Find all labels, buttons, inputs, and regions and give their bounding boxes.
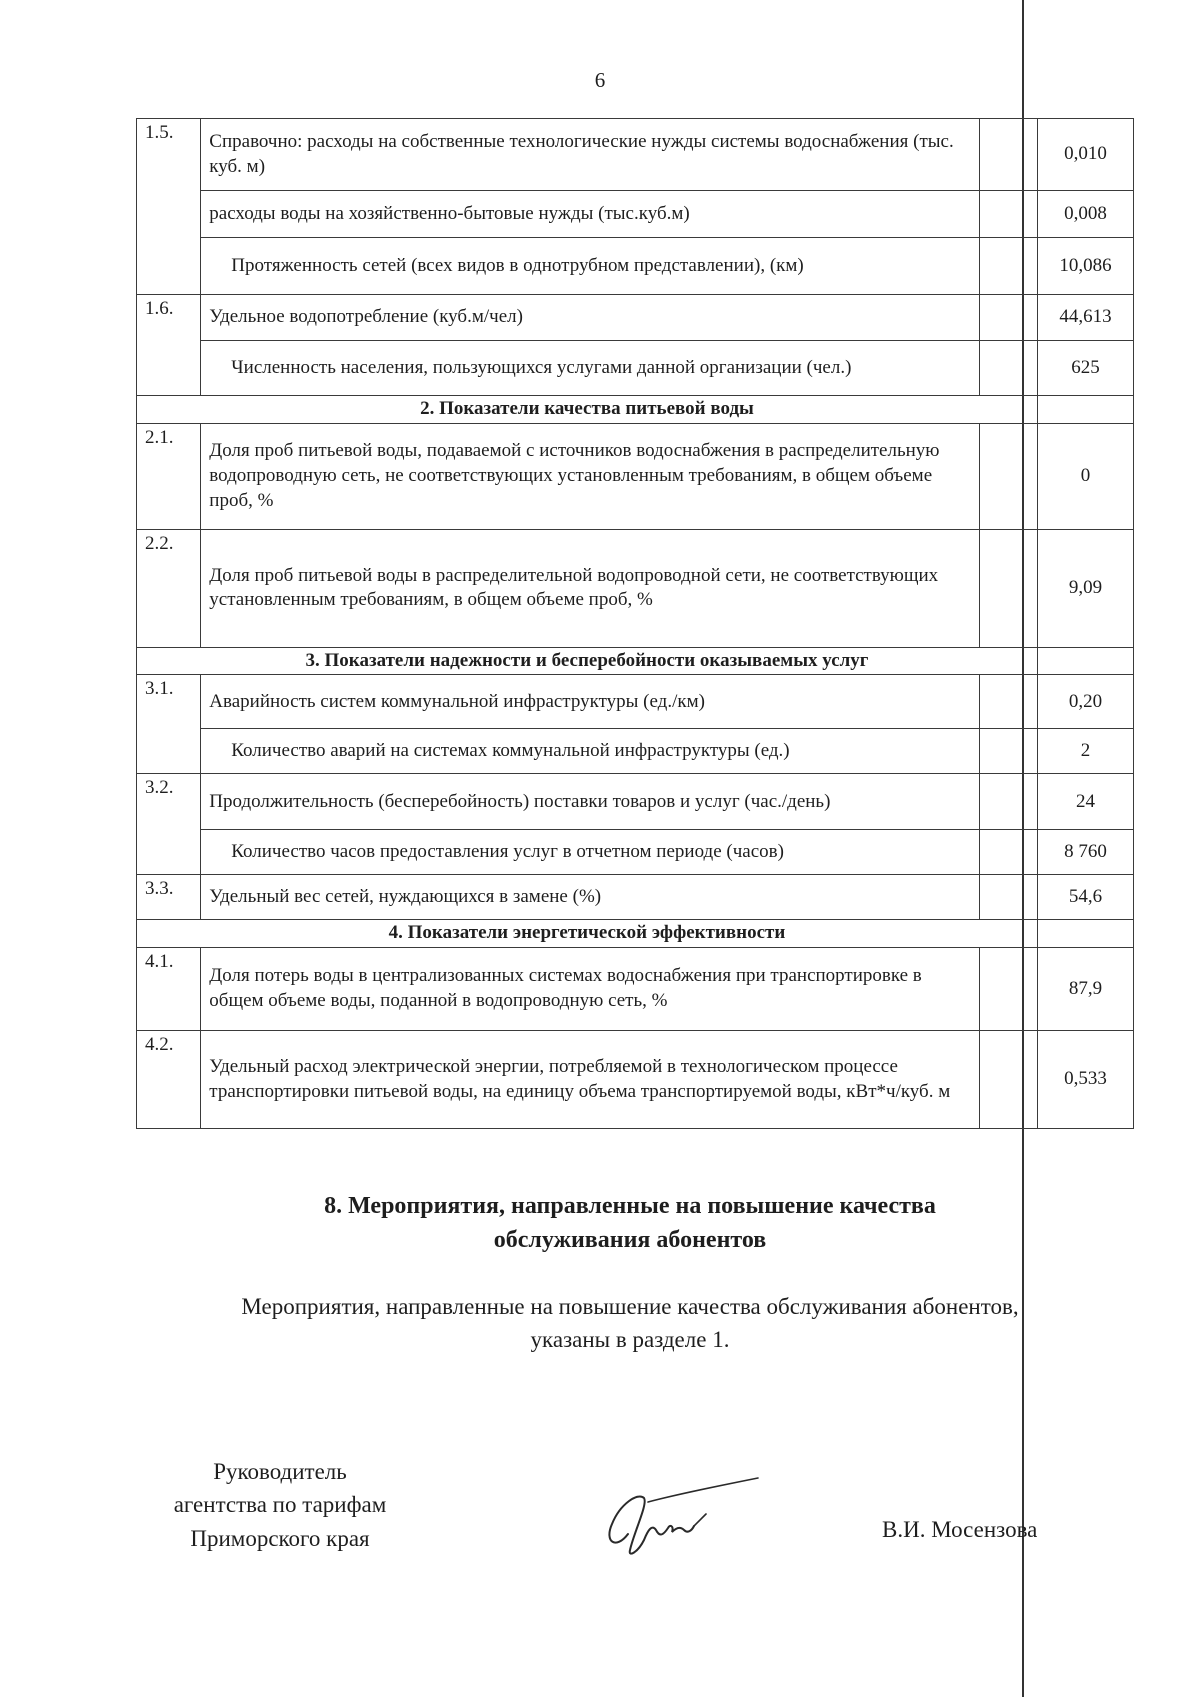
row-value: 44,613	[1037, 295, 1133, 341]
section-title: 2. Показатели качества питьевой воды	[137, 396, 1038, 424]
signer-name: В.И. Мосензова	[882, 1517, 1038, 1542]
row-value: 2	[1037, 729, 1133, 774]
row-description: Удельный расход электрической энергии, потребляемой в технологическом процессе транспортировки питьевой воды, на единицу объема транспортируемой воды, кВт*ч/куб. м	[201, 1031, 980, 1129]
table-row	[137, 875, 1134, 920]
table-row	[137, 1031, 1134, 1129]
section-8-heading	[140, 1190, 1120, 1257]
row-description: Доля проб питьевой воды, подаваемой с источников водоснабжения в распределительную водопроводную сеть, не соответствующих установленным требованиям, в общем объеме проб, %	[201, 423, 980, 529]
row-description: Удельное водопотребление (куб.м/чел)	[201, 295, 980, 341]
row-number: 4.2.	[137, 1031, 201, 1129]
table-row	[137, 948, 1134, 1031]
row-value: 10,086	[1037, 238, 1133, 295]
row-description: расходы воды на хозяйственно-бытовые нужды (тыс.куб.м)	[201, 191, 980, 238]
signer-title-line: Приморского края	[190, 1525, 370, 1551]
row-number: 3.2.	[137, 774, 201, 830]
paragraph-line: указаны в разделе 1.	[530, 1327, 730, 1353]
table-row	[137, 341, 1134, 396]
table-row	[137, 119, 1134, 191]
indicators-table	[136, 118, 1134, 1129]
row-value: 24	[1037, 774, 1133, 830]
row-description: Продолжительность (бесперебойность) поставки товаров и услуг (час./день)	[201, 774, 980, 830]
row-value: 0,20	[1037, 675, 1133, 729]
row-number: 4.1.	[137, 948, 201, 1031]
heading-line: 8. Мероприятия, направленные на повышение качества	[324, 1193, 936, 1219]
row-number: 3.1.	[137, 675, 201, 729]
section-header	[137, 920, 1134, 948]
table-row	[137, 295, 1134, 341]
table-row	[137, 830, 1134, 875]
row-description: Доля проб питьевой воды в распределительной водопроводной сети, не соответствующих установленным требованиям, в общем объеме проб, %	[201, 529, 980, 647]
section-8-paragraph	[130, 1290, 1130, 1357]
table-row	[137, 675, 1134, 729]
row-value: 0,008	[1037, 191, 1133, 238]
row-description: Доля потерь воды в централизованных системах водоснабжения при транспортировке в общем объеме воды, поданной в водопроводную сеть, %	[201, 948, 980, 1031]
row-description: Численность населения, пользующихся услугами данной организации (чел.)	[201, 341, 980, 396]
section-header	[137, 647, 1134, 675]
row-number: 2.2.	[137, 529, 201, 647]
row-value: 9,09	[1037, 529, 1133, 647]
row-value: 625	[1037, 341, 1133, 396]
row-description: Количество часов предоставления услуг в отчетном периоде (часов)	[201, 830, 980, 875]
row-description: Количество аварий на системах коммунальной инфраструктуры (ед.)	[201, 729, 980, 774]
row-number: 2.1.	[137, 423, 201, 529]
handwritten-signature	[598, 1472, 768, 1562]
row-value: 0,533	[1037, 1031, 1133, 1129]
heading-line: обслуживания абонентов	[493, 1226, 767, 1253]
section-title: 3. Показатели надежности и бесперебойности оказываемых услуг	[137, 647, 1038, 675]
table-row	[137, 423, 1134, 529]
row-value: 8 760	[1037, 830, 1133, 875]
table-row	[137, 191, 1134, 238]
row-value: 87,9	[1037, 948, 1133, 1031]
row-value: 0	[1037, 423, 1133, 529]
table-row	[137, 529, 1134, 647]
row-description: Протяженность сетей (всех видов в однотрубном представлении), (км)	[201, 238, 980, 295]
row-number: 1.5.	[137, 119, 201, 191]
row-number: 1.6.	[137, 295, 201, 341]
row-description: Справочно: расходы на собственные технологические нужды системы водоснабжения (тыс. куб. м)	[201, 119, 980, 191]
signer-title-line: Руководитель	[213, 1459, 347, 1484]
row-description: Удельный вес сетей, нуждающихся в замене (%)	[201, 875, 980, 920]
page-number: 6	[594, 68, 606, 92]
section-header	[137, 396, 1134, 424]
section-title: 4. Показатели энергетической эффективности	[137, 920, 1038, 948]
row-value: 54,6	[1037, 875, 1133, 920]
row-description: Аварийность систем коммунальной инфраструктуры (ед./км)	[201, 675, 980, 729]
signer-title-line: агентства по тарифам	[173, 1492, 387, 1518]
table-row	[137, 238, 1134, 295]
paragraph-line: Мероприятия, направленные на повышение качества обслуживания абонентов,	[241, 1294, 1019, 1319]
table-row	[137, 774, 1134, 830]
row-number: 3.3.	[137, 875, 201, 920]
signer-title	[130, 1455, 430, 1555]
table-row	[137, 729, 1134, 774]
row-value: 0,010	[1037, 119, 1133, 191]
